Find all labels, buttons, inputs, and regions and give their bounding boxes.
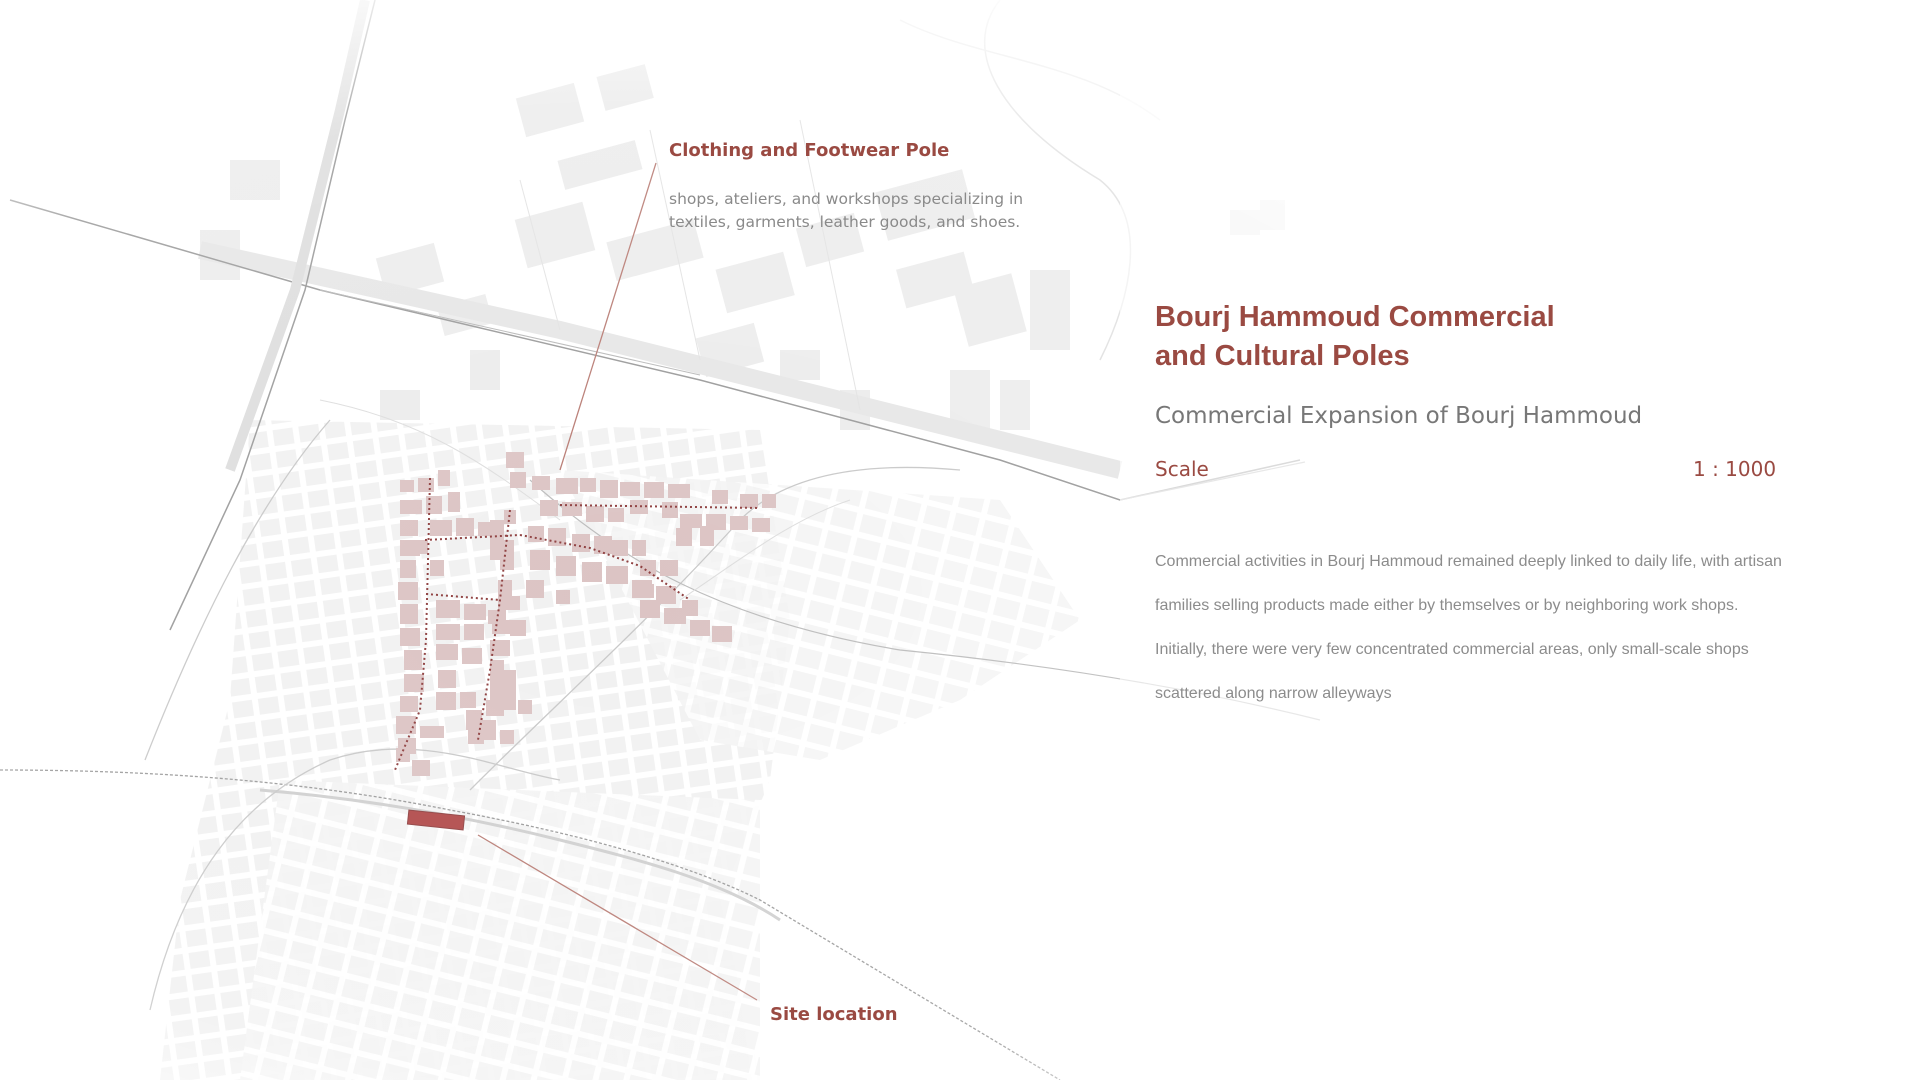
page-subtitle: Commercial Expansion of Bourj Hammoud xyxy=(1155,403,1643,429)
page-title-line-2: and Cultural Poles xyxy=(1155,340,1410,372)
scale-value: 1 : 1000 xyxy=(1693,457,1777,481)
description-paragraph-2: Initially, there were very few concentrated commercial areas, only small-scale shops scattered along narrow alleyways xyxy=(1155,641,1749,702)
site-location-label: Site location xyxy=(770,1004,898,1025)
pole-label-description: shops, ateliers, and workshops specializing in textiles, garments, leather goods, and shoes. xyxy=(669,190,1024,231)
page-title xyxy=(1155,298,1615,376)
page-title-line-1: Bourj Hammoud Commercial xyxy=(1155,301,1555,333)
scale-label: Scale xyxy=(1155,457,1209,481)
pole-label-title: Clothing and Footwear Pole xyxy=(669,140,950,161)
description-paragraph-1: Commercial activities in Bourj Hammoud remained deeply linked to daily life, with artisan families selling products made either by themselves or by neighboring work shops. xyxy=(1155,553,1782,614)
description-text xyxy=(1155,540,1795,716)
